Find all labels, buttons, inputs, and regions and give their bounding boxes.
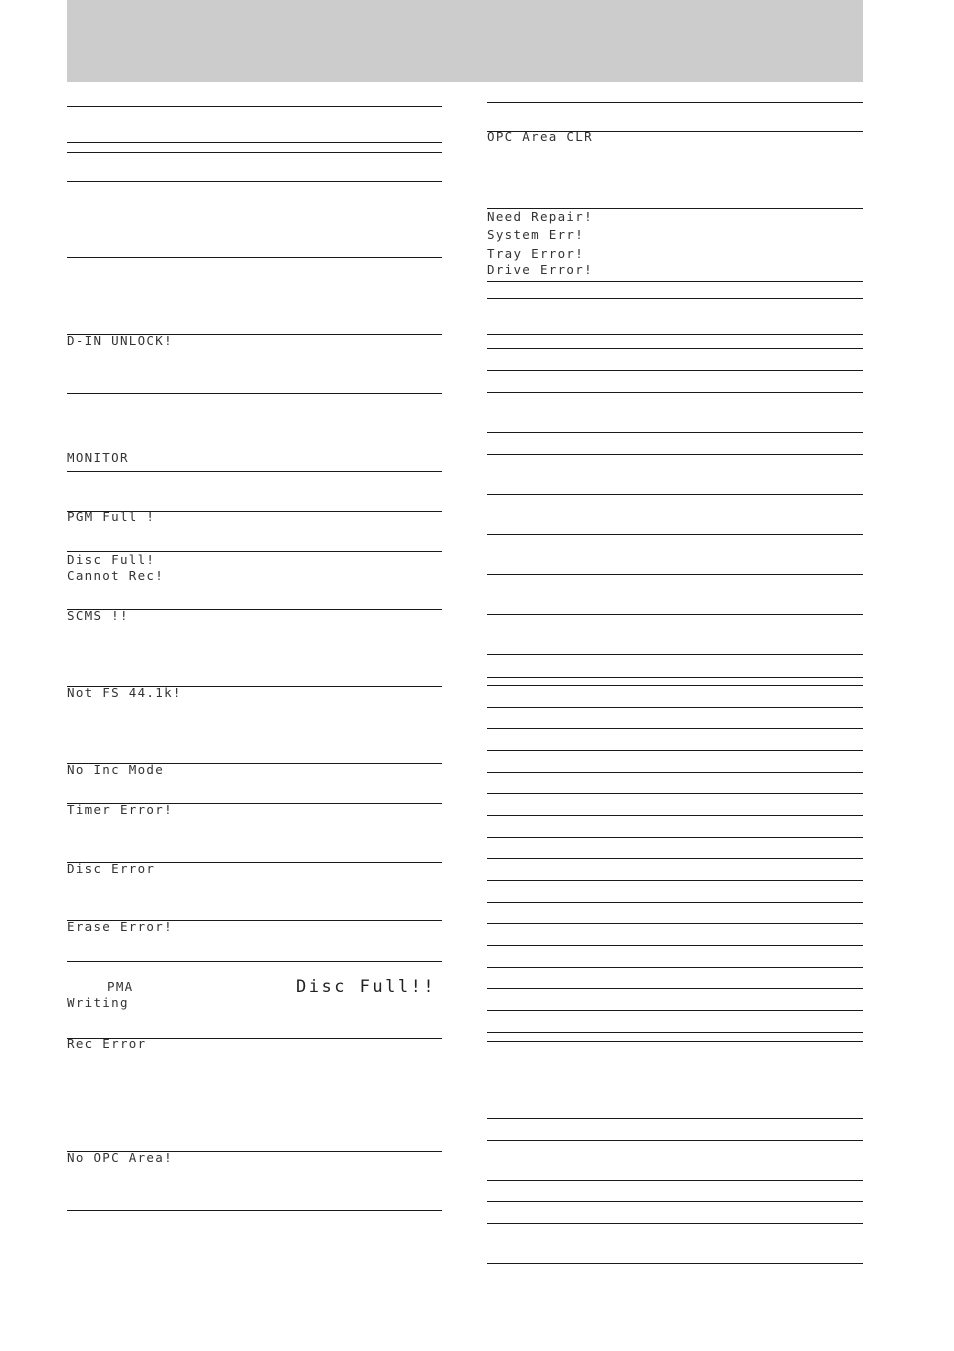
table-rule (487, 923, 863, 924)
table-rule (67, 257, 442, 258)
table-rule (487, 750, 863, 751)
d-in-unlock-message: D-IN UNLOCK! (67, 333, 173, 348)
disc-error-message: Disc Error (67, 861, 156, 876)
table-rule (487, 858, 863, 859)
table-rule (487, 677, 863, 678)
table-rule (487, 945, 863, 946)
page-header-band (67, 0, 863, 82)
table-rule (67, 1210, 442, 1211)
table-rule (487, 494, 863, 495)
no-inc-mode-message: No Inc Mode (67, 762, 165, 777)
table-rule (487, 574, 863, 575)
pma-indicator: PMA (107, 979, 134, 994)
scms-message: SCMS !! (67, 608, 129, 623)
table-rule (67, 181, 442, 182)
table-rule (487, 1201, 863, 1202)
table-rule (487, 432, 863, 433)
table-rule (67, 142, 442, 143)
cannot-rec-message: Cannot Rec! (67, 568, 165, 583)
table-rule (487, 654, 863, 655)
table-rule (487, 1223, 863, 1224)
disc-full-large-message: Disc Full!! (296, 977, 437, 997)
table-rule (487, 370, 863, 371)
tray-error-message: Tray Error! (487, 246, 585, 261)
table-rule (487, 772, 863, 773)
table-rule (487, 281, 863, 282)
table-rule (67, 471, 442, 472)
table-rule (487, 1180, 863, 1181)
table-rule (487, 902, 863, 903)
table-rule (487, 793, 863, 794)
table-rule (487, 1118, 863, 1119)
no-opc-area-message: No OPC Area! (67, 1150, 173, 1165)
table-rule (487, 392, 863, 393)
table-rule (67, 106, 442, 107)
table-rule (487, 837, 863, 838)
table-rule (67, 152, 442, 153)
table-rule (487, 1032, 863, 1033)
rec-error-message: Rec Error (67, 1036, 147, 1051)
writing-message: Writing (67, 995, 129, 1010)
opc-area-clr-message: OPC Area CLR (487, 129, 593, 144)
table-rule (487, 988, 863, 989)
table-rule (487, 348, 863, 349)
disc-full-message: Disc Full! (67, 552, 156, 567)
table-rule (487, 707, 863, 708)
table-rule (487, 1140, 863, 1141)
table-rule (487, 1041, 863, 1042)
table-rule (487, 534, 863, 535)
table-rule (487, 728, 863, 729)
not-fs-message: Not FS 44.1k! (67, 685, 182, 700)
table-rule (487, 1263, 863, 1264)
drive-error-message: Drive Error! (487, 262, 593, 277)
monitor-message: MONITOR (67, 450, 129, 465)
table-rule (487, 298, 863, 299)
table-rule (487, 614, 863, 615)
table-rule (487, 967, 863, 968)
table-rule (487, 454, 863, 455)
system-err-message: System Err! (487, 227, 585, 242)
table-rule (67, 961, 442, 962)
table-rule (487, 1010, 863, 1011)
table-rule (487, 334, 863, 335)
table-rule (487, 815, 863, 816)
pgm-full-message: PGM Full ! (67, 509, 156, 524)
timer-error-message: Timer Error! (67, 802, 173, 817)
need-repair-message: Need Repair! (487, 209, 593, 224)
table-rule (67, 393, 442, 394)
table-rule (487, 102, 863, 103)
table-rule (487, 880, 863, 881)
erase-error-message: Erase Error! (67, 919, 173, 934)
table-rule (487, 685, 863, 686)
